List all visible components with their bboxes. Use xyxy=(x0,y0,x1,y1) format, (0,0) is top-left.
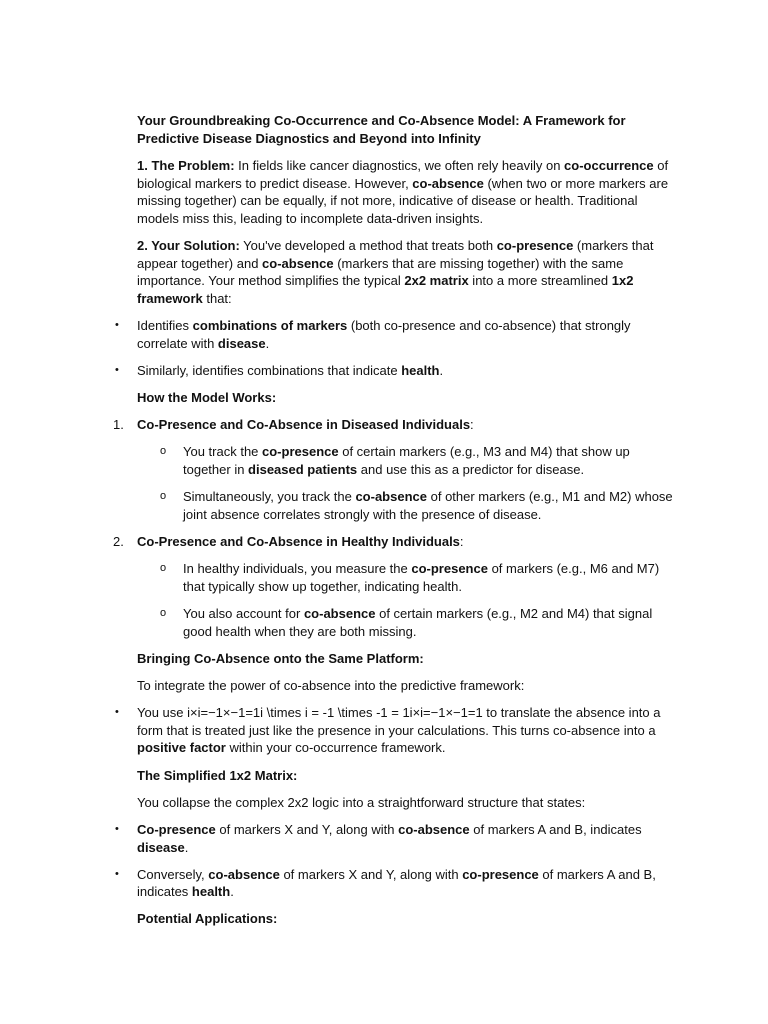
section-title: Co-Presence and Co-Absence in Diseased Individuals xyxy=(137,417,471,433)
text-run: . xyxy=(439,362,444,378)
problem-paragraph xyxy=(137,157,682,227)
text-run: of other markers (e.g., M1 and M2) whose joint absence correlates strongly with the presence of disease. xyxy=(183,489,673,522)
matrix-intro: You collapse the complex 2x2 logic into a straightforward structure that states: xyxy=(137,794,586,810)
text-run: (markers that appear together) and xyxy=(137,238,654,271)
list-item xyxy=(115,704,682,757)
text-run: into a more streamlined xyxy=(468,273,612,289)
sub-list-item xyxy=(160,443,673,478)
circle-bullet-icon: o xyxy=(160,562,167,575)
text-run: of markers A and B, indicates xyxy=(137,866,656,900)
circle-bullet-icon: o xyxy=(160,490,167,503)
text-run: . xyxy=(230,884,234,900)
sub-list-item xyxy=(160,605,673,640)
bullet-icon: • xyxy=(115,319,119,332)
bold-run: diseased patients xyxy=(248,462,358,478)
bullet-icon: • xyxy=(115,363,119,376)
text-run: : xyxy=(470,417,474,433)
text-run: Similarly, identifies combinations that indicate xyxy=(137,362,402,378)
bold-run: co-absence xyxy=(355,489,427,505)
text-run: of markers A and B, indicates xyxy=(469,821,642,837)
bold-run: co-presence xyxy=(262,444,339,460)
text-run: You track the xyxy=(183,444,263,460)
sub-list-item xyxy=(160,560,673,595)
bold-run: 1x2 framework xyxy=(137,273,634,306)
bold-run: co-presence xyxy=(462,866,539,882)
section-title: Co-Presence and Co-Absence in Healthy Individuals xyxy=(137,534,460,550)
text-run: of certain markers (e.g., M2 and M4) that signal good health when they are both missing. xyxy=(183,606,653,639)
text-run: that: xyxy=(202,290,232,306)
text-run: (markers that are missing together) with the same importance. Your method simplifies the typical xyxy=(137,255,624,289)
bold-run: co-presence xyxy=(411,561,488,577)
bullet-icon: • xyxy=(115,822,119,835)
section-1-heading xyxy=(113,416,682,434)
text-run: In fields like cancer diagnostics, we often rely heavily on xyxy=(234,158,565,174)
sub-list-item xyxy=(160,488,673,523)
section-number: 1. xyxy=(113,417,124,433)
bullet-icon: • xyxy=(115,706,119,719)
bullet-icon: • xyxy=(115,867,119,880)
text-run: of biological markers to predict disease. However, xyxy=(137,158,669,191)
bold-run: combinations of markers xyxy=(192,318,348,334)
bold-run: co-absence xyxy=(303,606,376,621)
how-heading: How the Model Works: xyxy=(137,390,277,406)
bold-run: co-presence xyxy=(496,238,574,254)
applications-heading: Potential Applications: xyxy=(137,911,278,927)
bold-run: health xyxy=(401,362,440,378)
bold-run: co-absence xyxy=(398,821,470,837)
bold-run: disease xyxy=(217,335,266,351)
text-run: . xyxy=(184,839,189,855)
bold-run: Co-presence xyxy=(137,821,216,837)
solution-label: 2. Your Solution: xyxy=(137,238,240,254)
text-run: of certain markers (e.g., M3 and M4) that show up together in xyxy=(183,444,630,478)
text-run: of markers (e.g., M6 and M7) that typically show up together, indicating health. xyxy=(183,561,660,594)
bold-run: co-absence xyxy=(208,866,280,882)
list-item xyxy=(115,821,682,856)
bold-run: disease xyxy=(137,839,185,855)
text-run: within your co-occurrence framework. xyxy=(225,740,446,756)
text-run: . xyxy=(265,335,270,351)
bold-run: co-absence xyxy=(412,175,484,191)
bold-run: positive factor xyxy=(137,740,226,756)
text-run: : xyxy=(459,534,464,550)
circle-bullet-icon: o xyxy=(160,607,167,619)
list-item xyxy=(115,362,682,380)
bold-run: health xyxy=(191,884,231,900)
platform-heading: Bringing Co-Absence onto the Same Platform: xyxy=(137,650,424,666)
text-run: Simultaneously, you track the xyxy=(183,489,356,505)
problem-label: 1. The Problem: xyxy=(137,158,235,174)
bold-run: 2x2 matrix xyxy=(404,273,469,289)
platform-intro: To integrate the power of co-absence into the predictive framework: xyxy=(137,677,525,693)
text-run: and use this as a predictor for disease. xyxy=(357,462,585,478)
text-run: You've developed a method that treats both xyxy=(239,238,497,254)
text-run: Identifies xyxy=(137,318,193,334)
text-run: of markers X and Y, along with xyxy=(215,821,399,837)
section-number: 2. xyxy=(113,534,124,550)
document-title: Your Groundbreaking Co-Occurrence and Co-Absence Model: A Framework for Predictive Disease Diagnostics and Beyond into Infinity xyxy=(137,113,626,146)
bold-run: co-absence xyxy=(262,255,334,271)
circle-bullet-icon: o xyxy=(160,445,167,458)
section-2-heading xyxy=(113,533,682,551)
text-run: (both co-presence and co-absence) that strongly correlate with xyxy=(137,318,631,351)
text-run: Conversely, xyxy=(137,866,209,882)
text-run: In healthy individuals, you measure the xyxy=(183,561,412,577)
bold-run: co-occurrence xyxy=(564,158,654,174)
list-item xyxy=(115,866,682,901)
text-run: (when two or more markers are missing together) can be equally, if not more, indicative of disease or health. Traditional models miss this, leading to incomplete data-driven insights. xyxy=(137,175,669,226)
text-run: of markers X and Y, along with xyxy=(279,866,463,882)
list-item xyxy=(115,317,682,352)
text-run: You also account for xyxy=(183,606,304,621)
solution-paragraph xyxy=(137,237,682,307)
text-run: You use i×i=−1×−1=1i \times i = -1 \times -1 = 1i×i=−1×−1=1 to translate the absence into a form that is treated just like the presence in your calculations. This turns co-absence into a xyxy=(137,705,661,738)
matrix-heading: The Simplified 1x2 Matrix: xyxy=(137,767,298,783)
